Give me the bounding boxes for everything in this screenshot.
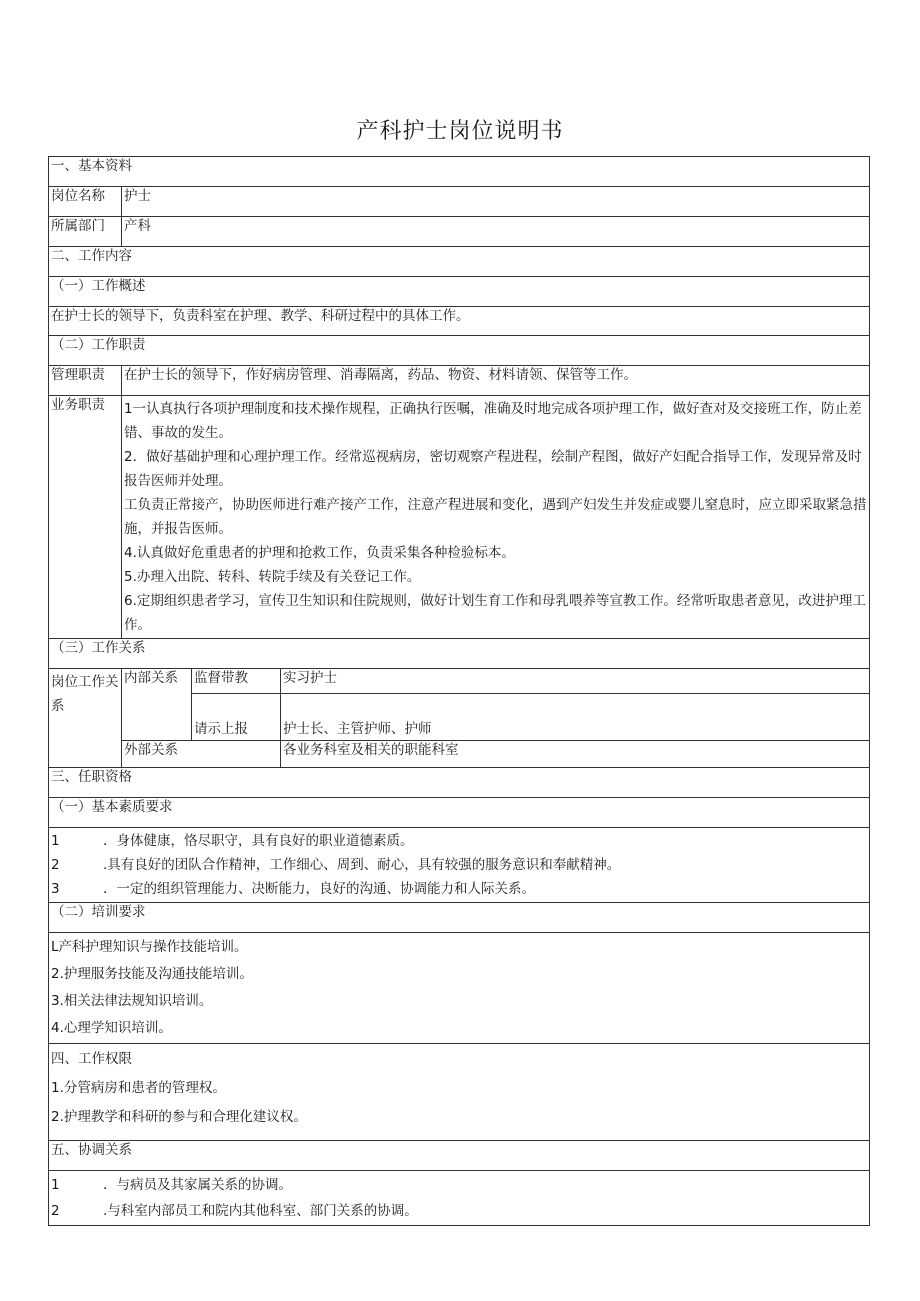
basic-heading: （一）基本素质要求 — [49, 798, 870, 828]
job-description-table — [48, 156, 870, 1226]
biz-label: 业务职责 — [49, 396, 122, 639]
authority-block — [49, 1044, 870, 1141]
list-item: 2 .具有良好的团队合作精神，工作细心、周到、耐心，具有较强的服务意识和奉献精神。 — [51, 857, 621, 873]
biz-item: 4.认真做好危重患者的护理和抢救工作，负责采集各种检验标本。 — [124, 545, 515, 561]
supervise-label: 监督带教 — [192, 669, 281, 694]
biz-item: 工负责正常接产，协助医师进行难产接产工作，注意产程进展和变化，遇到产妇发生并发症或婴儿窒息时，应立即采取紧急措施，并报告医师。 — [124, 497, 867, 537]
list-item: 4.心理学知识培训。 — [51, 1020, 172, 1036]
mgmt-text: 在护士长的领导下，作好病房管理、消毒隔离，药品、物资、材料请领、保管等工作。 — [122, 366, 870, 396]
biz-item: 5.办理入出院、转科、转院手续及有关登记工作。 — [124, 569, 421, 585]
list-item: 3.相关法律法规知识培训。 — [51, 993, 213, 1009]
list-item: 1 ．身体健康，恪尽职守，具有良好的职业道德素质。 — [51, 833, 414, 849]
training-requirements — [49, 933, 870, 1044]
section2-heading: 二、工作内容 — [49, 247, 870, 277]
section5-heading: 五、协调关系 — [49, 1141, 870, 1171]
page-title: 产科护士岗位说明书 — [356, 119, 564, 144]
mgmt-label: 管理职责 — [49, 366, 122, 396]
biz-item: 6.定期组织患者学习，宣传卫生知识和住院规则，做好计划生育工作和母乳喂养等宣教工作。经常听取患者意见，改进护理工作。 — [124, 593, 866, 633]
dept-value: 产科 — [122, 217, 870, 247]
list-item: 1.分管病房和患者的管理权。 — [51, 1080, 226, 1096]
overview-text: 在护士长的领导下，负责科室在护理、教学、科研过程中的具体工作。 — [49, 307, 870, 336]
list-item: 2.护理服务技能及沟通技能培训。 — [51, 966, 253, 982]
biz-item: 2．做好基础护理和心理护理工作。经常巡视病房，密切观察产程进程，绘制产程图，做好产妇配合指导工作，发现异常及时报告医师并处理。 — [124, 449, 862, 489]
relations-heading: （三）工作关系 — [49, 639, 870, 669]
biz-item: 1一认真执行各项护理制度和技术操作规程，正确执行医嘱，准确及时地完成各项护理工作，做好查对及交接班工作，防止差错、事故的发生。 — [124, 401, 862, 441]
list-item: 3 ．一定的组织管理能力、决断能力，良好的沟通、协调能力和人际关系。 — [51, 881, 535, 897]
internal-label: 内部关系 — [122, 669, 192, 741]
post-value: 护士 — [122, 187, 870, 217]
list-item: 2.护理教学和科研的参与和合理化建议权。 — [51, 1109, 307, 1125]
external-value: 各业务科室及相关的职能科室 — [281, 741, 870, 768]
section3-heading: 三、任职资格 — [49, 768, 870, 798]
post-label: 岗位名称 — [49, 187, 122, 217]
supervise-value: 实习护士 — [281, 669, 870, 694]
rel-label: 岗位工作关系 — [49, 669, 122, 768]
list-item: 1 ．与病员及其家属关系的协调。 — [51, 1177, 292, 1193]
basic-requirements — [49, 828, 870, 903]
list-item: L产科护理知识与操作技能培训。 — [51, 939, 248, 955]
list-item: 2 .与科室内部员工和院内其他科室、部门关系的协调。 — [51, 1203, 418, 1219]
coordination-block — [49, 1171, 870, 1226]
overview-heading: （一）工作概述 — [49, 277, 870, 307]
dept-label: 所属部门 — [49, 217, 122, 247]
external-label: 外部关系 — [122, 741, 281, 768]
report-label: 请示上报 — [192, 694, 281, 741]
training-heading: （二）培训要求 — [49, 903, 870, 933]
report-value: 护士长、主管护师、护师 — [281, 694, 870, 741]
biz-duties — [122, 396, 870, 639]
section1-heading: 一、基本资料 — [49, 157, 870, 187]
duties-heading: （二）工作职责 — [49, 336, 870, 366]
section4-heading: 四、工作权限 — [51, 1051, 132, 1067]
